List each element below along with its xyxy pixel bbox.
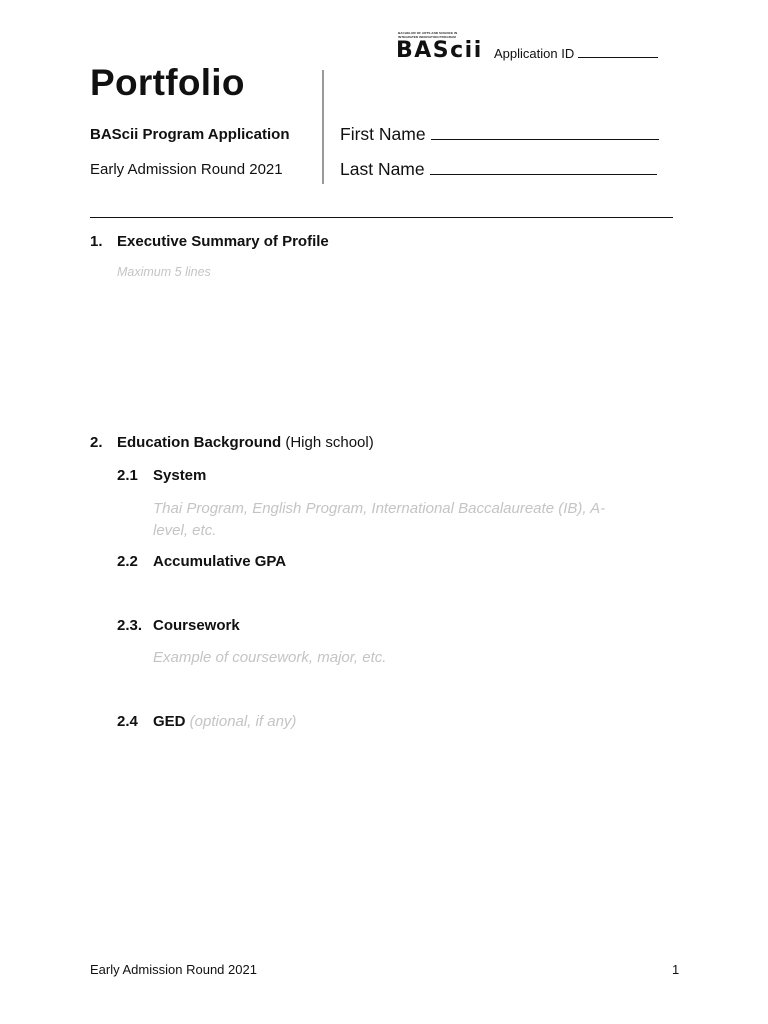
first-name-label: First Name bbox=[340, 124, 426, 144]
subsection-heading: Coursework bbox=[153, 617, 240, 634]
logo-tagline: BACHELOR OF ARTS AND SCIENCE IN INTEGRATED INNOVATION PROGRAM bbox=[398, 31, 458, 39]
coursework-hint: Example of coursework, major, etc. bbox=[153, 649, 387, 666]
subsection-heading: Accumulative GPA bbox=[153, 553, 287, 570]
vertical-divider bbox=[322, 70, 324, 184]
bascii-logo bbox=[396, 32, 486, 62]
last-name-label: Last Name bbox=[340, 159, 425, 179]
subsection-heading: System bbox=[153, 467, 207, 484]
section-executive-summary bbox=[90, 233, 329, 250]
page-title: Portfolio bbox=[90, 62, 245, 103]
subsection-system bbox=[117, 467, 206, 484]
section-number: 2. bbox=[90, 434, 103, 451]
application-id-field[interactable] bbox=[494, 46, 658, 61]
subsection-number: 2.3. bbox=[117, 617, 143, 634]
last-name-blank[interactable] bbox=[430, 160, 657, 175]
footer-round: Early Admission Round 2021 bbox=[90, 962, 257, 977]
program-subtitle: BAScii Program Application bbox=[90, 126, 290, 143]
subsection-accumulative-gpa bbox=[117, 553, 286, 570]
subsection-number: 2.1 bbox=[117, 467, 138, 484]
subsection-heading: GED bbox=[153, 713, 186, 730]
ged-hint: (optional, if any) bbox=[185, 713, 297, 730]
subsection-number: 2.4 bbox=[117, 713, 138, 730]
application-id-label: Application ID bbox=[494, 46, 575, 61]
section-number: 1. bbox=[90, 233, 103, 250]
page-number: 1 bbox=[672, 962, 680, 977]
subsection-number: 2.2 bbox=[117, 553, 138, 570]
logo-wordmark: BAScii bbox=[396, 38, 483, 63]
subsection-coursework bbox=[117, 617, 240, 634]
first-name-field[interactable] bbox=[340, 124, 659, 145]
first-name-blank[interactable] bbox=[431, 125, 659, 140]
section-heading-suffix: (High school) bbox=[281, 434, 374, 451]
section-heading: Executive Summary of Profile bbox=[117, 233, 329, 250]
system-hint: Thai Program, English Program, International Baccalaureate (IB), A- level, etc. bbox=[153, 500, 606, 539]
admission-round: Early Admission Round 2021 bbox=[90, 161, 283, 178]
application-id-blank[interactable] bbox=[578, 47, 658, 58]
executive-summary-hint: Maximum 5 lines bbox=[117, 265, 211, 279]
section-heading: Education Background bbox=[117, 434, 282, 451]
last-name-field[interactable] bbox=[340, 159, 657, 180]
header-divider bbox=[90, 217, 673, 218]
subsection-ged bbox=[117, 713, 296, 730]
section-education-background bbox=[90, 434, 374, 451]
